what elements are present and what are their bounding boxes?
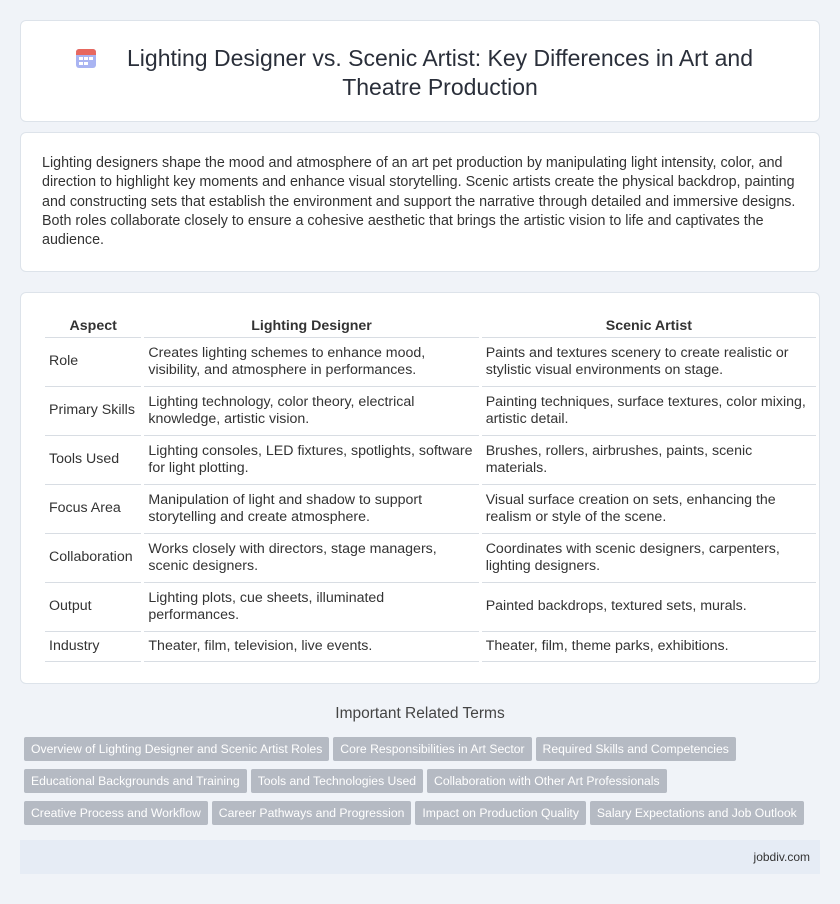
- table-cell-lighting: Lighting consoles, LED fixtures, spotlights, software for light plotting.: [144, 436, 478, 485]
- table-row: [45, 485, 816, 534]
- table-cell-aspect: Output: [45, 583, 141, 632]
- table-cell-aspect: Tools Used: [45, 436, 141, 485]
- table-cell-aspect: Primary Skills: [45, 387, 141, 436]
- intro-paragraph: Lighting designers shape the mood and atmosphere of an art pet production by manipulating light intensity, color, and direction to highlight key moments and enhance visual storytelling. Scenic artists create the physical backdrop, painting and constructing sets that establish the environment and support the narrative through detailed and immersive designs. Both roles collaborate closely to ensure a cohesive aesthetic that brings the artistic vision to life and captivates the audience.: [42, 155, 796, 249]
- related-term-tag[interactable]: Salary Expectations and Job Outlook: [590, 801, 804, 825]
- tag-row: [24, 801, 824, 833]
- table-cell-scenic: Painting techniques, surface textures, color mixing, artistic detail.: [482, 387, 816, 436]
- table-row: [45, 583, 816, 632]
- footer-site-link[interactable]: jobdiv.com: [753, 850, 810, 864]
- related-term-tag[interactable]: Tools and Technologies Used: [251, 769, 423, 793]
- table-cell-lighting: Theater, film, television, live events.: [144, 632, 478, 662]
- table-row: [45, 534, 816, 583]
- table-cell-aspect: Focus Area: [45, 485, 141, 534]
- header-aspect: Aspect: [45, 315, 141, 338]
- comparison-table: [42, 315, 819, 662]
- table-row: [45, 632, 816, 662]
- table-cell-scenic: Theater, film, theme parks, exhibitions.: [482, 632, 816, 662]
- table-row: [45, 436, 816, 485]
- table-cell-aspect: Collaboration: [45, 534, 141, 583]
- table-row: [45, 338, 816, 387]
- title-card: [20, 20, 820, 122]
- table-row: [45, 387, 816, 436]
- table-cell-scenic: Paints and textures scenery to create realistic or stylistic visual environments on stage.: [482, 338, 816, 387]
- table-cell-scenic: Brushes, rollers, airbrushes, paints, scenic materials.: [482, 436, 816, 485]
- related-term-tag[interactable]: Educational Backgrounds and Training: [24, 769, 247, 793]
- footer: [20, 840, 820, 874]
- related-term-tag[interactable]: Career Pathways and Progression: [212, 801, 412, 825]
- comparison-table-card: [20, 292, 820, 684]
- intro-card: [20, 132, 820, 272]
- related-term-tag[interactable]: Required Skills and Competencies: [536, 737, 736, 761]
- header-scenic-artist: Scenic Artist: [482, 315, 816, 338]
- related-term-tag[interactable]: Impact on Production Quality: [415, 801, 586, 825]
- related-terms-tags: [24, 737, 824, 833]
- table-cell-lighting: Manipulation of light and shadow to support storytelling and create atmosphere.: [144, 485, 478, 534]
- table-cell-aspect: Industry: [45, 632, 141, 662]
- header-lighting-designer: Lighting Designer: [144, 315, 478, 338]
- related-term-tag[interactable]: Overview of Lighting Designer and Scenic Artist Roles: [24, 737, 329, 761]
- table-cell-lighting: Works closely with directors, stage managers, scenic designers.: [144, 534, 478, 583]
- table-cell-lighting: Lighting technology, color theory, electrical knowledge, artistic vision.: [144, 387, 478, 436]
- related-term-tag[interactable]: Collaboration with Other Art Professionals: [427, 769, 667, 793]
- tag-row: [24, 769, 824, 801]
- related-terms-heading: Important Related Terms: [335, 705, 505, 722]
- page-title: Lighting Designer vs. Scenic Artist: Key Differences in Art and Theatre Production: [127, 45, 753, 100]
- table-cell-scenic: Painted backdrops, textured sets, murals.: [482, 583, 816, 632]
- table-cell-scenic: Coordinates with scenic designers, carpenters, lighting designers.: [482, 534, 816, 583]
- related-term-tag[interactable]: Creative Process and Workflow: [24, 801, 208, 825]
- table-cell-lighting: Lighting plots, cue sheets, illuminated performances.: [144, 583, 478, 632]
- table-cell-lighting: Creates lighting schemes to enhance mood, visibility, and atmosphere in performances.: [144, 338, 478, 387]
- table-cell-scenic: Visual surface creation on sets, enhancing the realism or style of the scene.: [482, 485, 816, 534]
- related-term-tag[interactable]: Core Responsibilities in Art Sector: [333, 737, 531, 761]
- tag-row: [24, 737, 824, 769]
- table-cell-aspect: Role: [45, 338, 141, 387]
